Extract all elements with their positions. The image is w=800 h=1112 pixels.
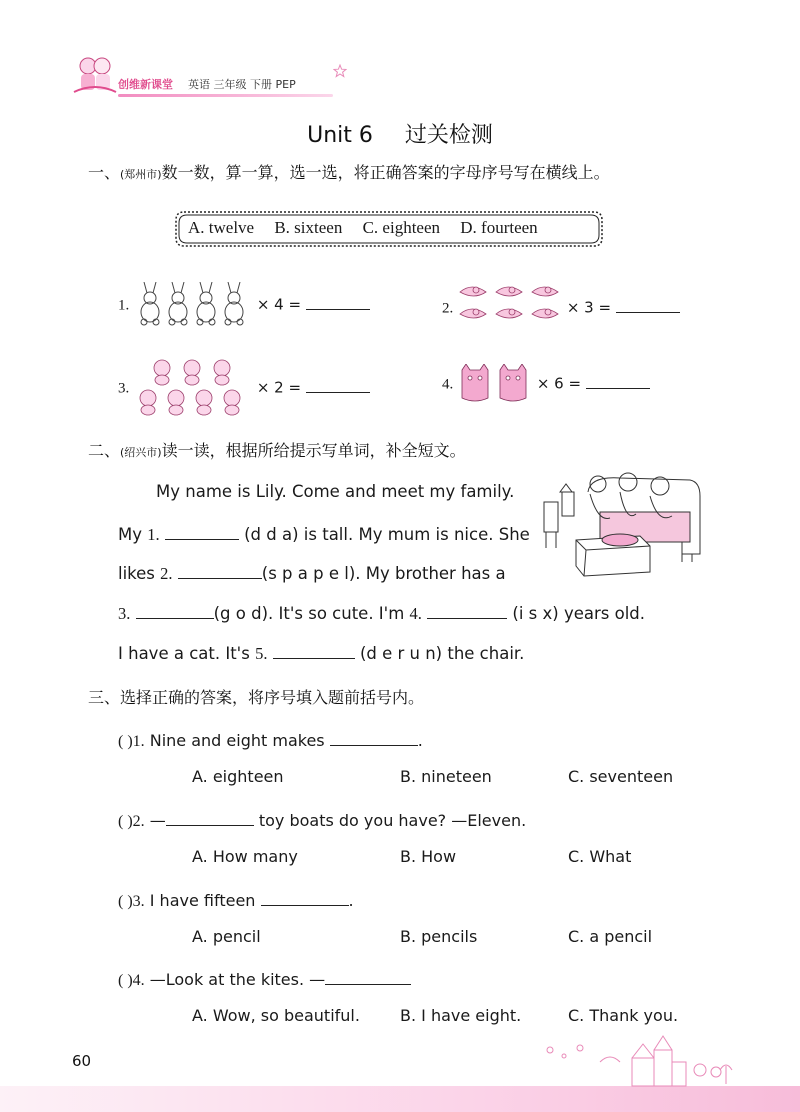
q3-option-a[interactable]: A. pencil bbox=[192, 927, 261, 946]
q4-option-b[interactable]: B. I have eight. bbox=[400, 1006, 522, 1025]
count-item-2: 2. × 3 = bbox=[442, 282, 680, 334]
q2-option-a[interactable]: A. How many bbox=[192, 847, 298, 866]
count-item-1: 1. × 4 = bbox=[118, 282, 370, 328]
passage-blank-4[interactable] bbox=[427, 600, 507, 619]
option-d: D. fourteen bbox=[460, 218, 538, 237]
birds-icon bbox=[458, 282, 562, 334]
footer-band bbox=[0, 1086, 800, 1112]
answer-blank-2[interactable] bbox=[616, 294, 680, 313]
section-2-heading: 二、(绍兴市)读一读，根据所给提示写单词，补全短文。 bbox=[88, 441, 466, 460]
header-underline bbox=[118, 94, 333, 97]
page-number: 60 bbox=[72, 1052, 92, 1070]
count-item-4: 4. × 6 = bbox=[442, 364, 650, 404]
question-blank-1 bbox=[330, 727, 418, 746]
passage-blank-5[interactable] bbox=[273, 640, 355, 659]
count-item-3: 3. × 2 = bbox=[118, 358, 370, 418]
question-1: ( )1. Nine and eight makes . bbox=[118, 727, 423, 751]
section-3-heading: 三、选择正确的答案，将序号填入题前括号内。 bbox=[88, 688, 425, 707]
answer-blank-4[interactable] bbox=[586, 370, 650, 389]
kids-logo-icon bbox=[72, 52, 118, 98]
passage-line-3: likes 2. (s p a p e l). My brother has a bbox=[118, 560, 506, 584]
q1-option-a[interactable]: A. eighteen bbox=[192, 767, 284, 786]
answer-paren-2[interactable]: ( ) bbox=[118, 813, 133, 830]
rabbits-icon bbox=[134, 282, 252, 328]
answer-paren-3[interactable]: ( ) bbox=[118, 893, 133, 910]
q2-option-b[interactable]: B. How bbox=[400, 847, 457, 866]
answer-blank-3[interactable] bbox=[306, 374, 370, 393]
answer-paren-1[interactable]: ( ) bbox=[118, 733, 133, 750]
castle-icon bbox=[540, 1022, 740, 1088]
q3-option-b[interactable]: B. pencils bbox=[400, 927, 478, 946]
q2-option-c[interactable]: C. What bbox=[568, 847, 632, 866]
question-4: ( )4. —Look at the kites. — bbox=[118, 966, 411, 990]
section-1-heading: 一、(郑州市)数一数，算一算，选一选，将正确答案的字母序号写在横线上。 bbox=[88, 163, 610, 182]
passage-line-2: My 1. (d d a) is tall. My mum is nice. She bbox=[118, 521, 530, 545]
q1-option-b[interactable]: B. nineteen bbox=[400, 767, 492, 786]
unit-label: Unit 6 bbox=[307, 123, 373, 148]
brand-name: 创维新课堂 bbox=[118, 78, 173, 91]
question-blank-4 bbox=[325, 966, 411, 985]
cats-icon bbox=[458, 364, 532, 404]
star-icon bbox=[333, 64, 347, 78]
passage-blank-1[interactable] bbox=[165, 521, 239, 540]
q4-option-a[interactable]: A. Wow, so beautiful. bbox=[192, 1006, 360, 1025]
passage-line-4: 3. (g o d). It's so cute. I'm 4. (i s x) years old. bbox=[118, 600, 645, 624]
dogs-icon bbox=[134, 358, 252, 418]
answer-blank-1[interactable] bbox=[306, 291, 370, 310]
question-2: ( )2. — toy boats do you have? —Eleven. bbox=[118, 807, 526, 831]
question-blank-3 bbox=[261, 887, 349, 906]
option-b: B. sixteen bbox=[274, 218, 343, 237]
question-3: ( )3. I have fifteen . bbox=[118, 887, 354, 911]
family-illustration bbox=[540, 462, 702, 586]
q4-option-c[interactable]: C. Thank you. bbox=[568, 1006, 679, 1025]
option-c: C. eighteen bbox=[362, 218, 441, 237]
passage-line-1: My name is Lily. Come and meet my family. bbox=[156, 482, 515, 501]
option-a: A. twelve bbox=[188, 218, 255, 237]
answer-paren-4[interactable]: ( ) bbox=[118, 972, 133, 989]
book-info: 英语 三年级 下册 PEP bbox=[188, 78, 296, 91]
q1-option-c[interactable]: C. seventeen bbox=[568, 767, 674, 786]
question-blank-2 bbox=[166, 807, 254, 826]
page-title bbox=[0, 118, 800, 149]
q3-option-c[interactable]: C. a pencil bbox=[568, 927, 653, 946]
word-options bbox=[188, 218, 554, 238]
unit-test-name: 过关检测 bbox=[404, 123, 493, 148]
passage-line-5: I have a cat. It's 5. (d e r u n) the chair. bbox=[118, 640, 524, 664]
passage-blank-2[interactable] bbox=[178, 560, 262, 579]
passage-blank-3[interactable] bbox=[136, 600, 214, 619]
